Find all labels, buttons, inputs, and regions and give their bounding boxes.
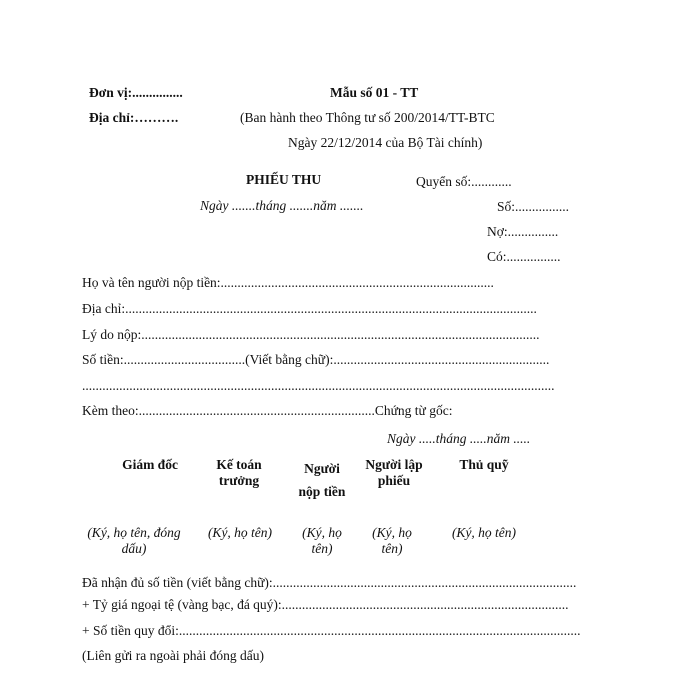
received-amount-field: Đã nhận đủ số tiền (viết bằng chữ):.......................................................................................... (82, 575, 577, 590)
footer-note: (Liên gửi ra ngoài phải đóng dấu) (82, 648, 265, 663)
exchange-rate-field: + Tỷ giá ngoại tệ (vàng bạc, đá quý):..................................................................................... (82, 597, 569, 612)
debit-account: Nợ:............... (487, 224, 559, 239)
signature-note-director: (Ký, họ tên, đóng dấu) (87, 525, 181, 556)
amount-continuation-field: ............................................................................................................................................ (82, 378, 555, 393)
sign-date-line: Ngày .....tháng .....năm ..... (387, 431, 531, 446)
form-number: Mẫu số 01 - TT (330, 85, 419, 100)
address-header-field: Địa chỉ:………. (89, 110, 179, 125)
signature-note-payer: (Ký, họ tên) (302, 525, 342, 556)
unit-field: Đơn vị:............... (89, 85, 183, 100)
book-number: Quyển số:............ (416, 174, 512, 189)
signature-note-cashier: (Ký, họ tên) (451, 525, 517, 540)
signature-title-preparer: Người lập phiếu (365, 457, 423, 488)
payer-name-field: Họ và tên người nộp tiền:................................................................................. (82, 275, 494, 290)
issued-by-line1: (Ban hành theo Thông tư số 200/2014/TT-BTC (240, 110, 495, 125)
signature-title-cashier: Thủ quỹ (459, 457, 509, 472)
signature-note-chief-accountant: (Ký, họ tên) (207, 525, 273, 540)
date-line: Ngày .......tháng .......năm ....... (200, 198, 364, 213)
reason-field: Lý do nộp:...................................................................................................................... (82, 327, 540, 342)
amount-field: Số tiền:....................................(Viết bằng chữ):................................................................ (82, 352, 550, 367)
converted-amount-field: + Số tiền quy đổi:....................................................................................................................... (82, 623, 581, 638)
payer-address-field: Địa chỉ:.......................................................................................................................... (82, 301, 537, 316)
signature-title-director: Giám đốc (122, 457, 178, 472)
signature-title-payer: Người nộp tiền (298, 461, 346, 499)
document-title: PHIẾU THU (246, 172, 322, 187)
signature-title-chief-accountant: Kế toán trưởng (216, 457, 262, 488)
signature-note-preparer: (Ký, họ tên) (372, 525, 412, 556)
issued-by-line2: Ngày 22/12/2014 của Bộ Tài chính) (288, 135, 483, 150)
credit-account: Có:................ (487, 249, 561, 264)
voucher-number: Số:................ (497, 199, 570, 214)
attachments-field: Kèm theo:......................................................................Chứng từ gốc: (82, 403, 453, 418)
